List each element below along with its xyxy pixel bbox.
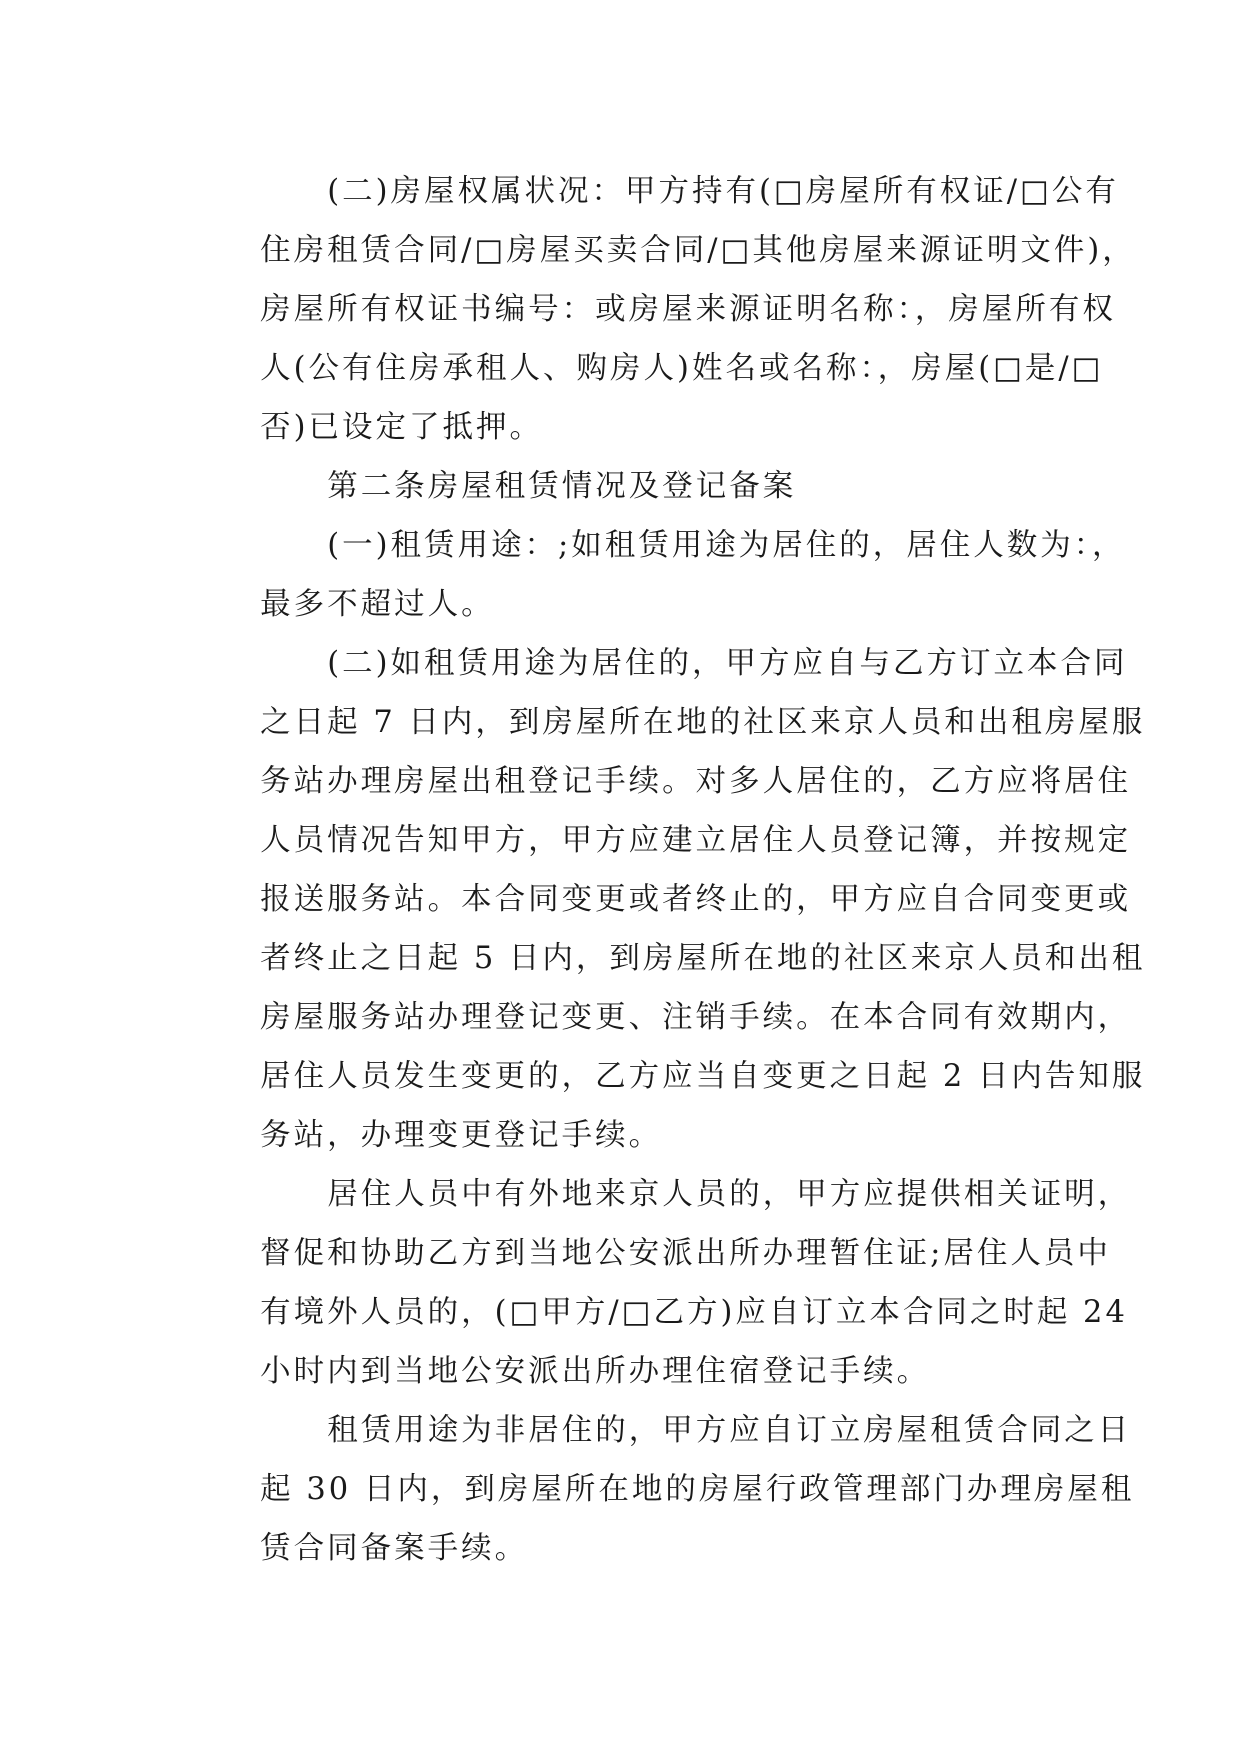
- text-line: 房屋服务站办理登记变更、注销手续。在本合同有效期内，: [260, 1000, 1132, 1035]
- paragraph-residential-registration: [190, 634, 1146, 1165]
- text-line: 起 30 日内，到房屋所在地的房屋行政管理部门办理房屋租: [260, 1472, 1135, 1507]
- text-line: 房屋所有权证书编号：或房屋来源证明名称：，房屋所有权: [260, 292, 1116, 327]
- text-line: 否)已设定了抵押。: [260, 410, 544, 445]
- text-line: 报送服务站。本合同变更或者终止的，甲方应自合同变更或: [260, 882, 1132, 917]
- paragraph-rental-purpose: [190, 516, 1126, 634]
- text-line: (二)如租赁用途为居住的，甲方应自与乙方订立本合同: [327, 646, 1128, 681]
- paragraph-property-ownership: [190, 162, 1136, 457]
- text-line: 有境外人员的，(□甲方/□乙方)应自订立本合同之时起 24: [260, 1295, 1128, 1330]
- text-line: 最多不超过人。: [260, 587, 495, 622]
- text-line: 人(公有住房承租人、购房人)姓名或名称：，房屋(□是/□: [260, 351, 1104, 386]
- text-line: 务站，办理变更登记手续。: [260, 1118, 663, 1153]
- document-body: [190, 162, 1146, 1578]
- text-line: (二)房屋权属状况：甲方持有(□房屋所有权证/□公有: [327, 174, 1119, 209]
- text-line: 居住人员发生变更的，乙方应当自变更之日起 2 日内告知服: [260, 1059, 1146, 1094]
- section-heading-article-2: [190, 457, 1055, 516]
- text-line: 者终止之日起 5 日内，到房屋所在地的社区来京人员和出租: [260, 941, 1146, 976]
- paragraph-nonlocal-residents: [190, 1165, 1132, 1401]
- text-line: 之日起 7 日内，到房屋所在地的社区来京人员和出租房屋服: [260, 705, 1146, 740]
- text-line: 赁合同备案手续。: [260, 1531, 529, 1566]
- paragraph-nonresidential-filing: [190, 1401, 1135, 1578]
- text-line: 务站办理房屋出租登记手续。对多人居住的，乙方应将居住: [260, 764, 1132, 799]
- text-line: (一)租赁用途：;如租赁用途为居住的，居住人数为：，: [327, 528, 1126, 563]
- text-line: 第二条房屋租赁情况及登记备案: [327, 469, 797, 504]
- text-line: 人员情况告知甲方，甲方应建立居住人员登记簿，并按规定: [260, 823, 1132, 858]
- text-line: 租赁用途为非居住的，甲方应自订立房屋租赁合同之日: [327, 1413, 1132, 1448]
- text-line: 居住人员中有外地来京人员的，甲方应提供相关证明，: [327, 1177, 1132, 1212]
- text-line: 住房租赁合同/□房屋买卖合同/□其他房屋来源证明文件)，: [260, 233, 1136, 268]
- text-line: 督促和协助乙方到当地公安派出所办理暂住证;居住人员中: [260, 1236, 1111, 1271]
- text-line: 小时内到当地公安派出所办理住宿登记手续。: [260, 1354, 931, 1389]
